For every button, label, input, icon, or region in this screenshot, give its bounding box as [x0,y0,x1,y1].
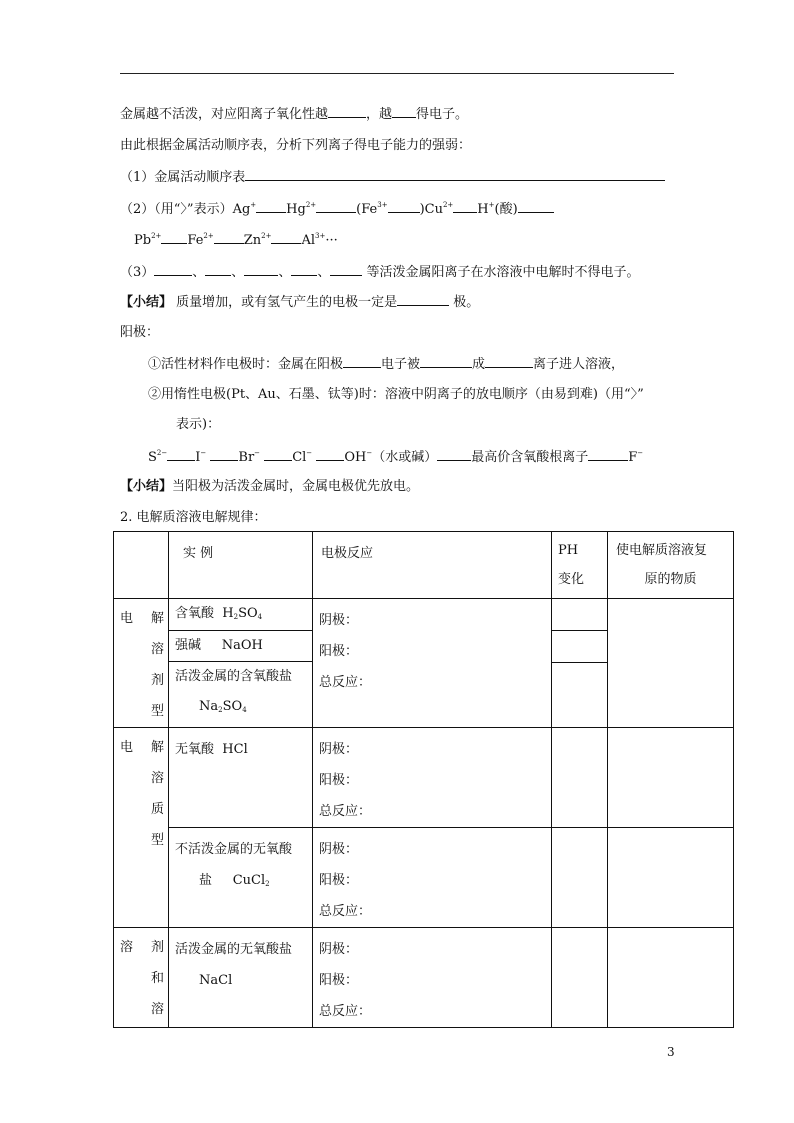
ph-cell[interactable] [552,928,608,1028]
electrode-cell [313,599,552,728]
total-label: 总反应： [319,675,372,690]
text: )Cu [419,202,443,217]
fill-blank[interactable] [264,447,292,461]
fill-blank[interactable] [244,262,278,276]
ph-subcell[interactable] [552,631,607,663]
type-text: 电解 [120,611,164,626]
formula: HCl [222,742,248,757]
ph-cell[interactable] [552,828,608,928]
text: Cl [292,450,307,465]
cathode-label: 阴极： [319,613,359,628]
fill-blank[interactable] [328,104,366,118]
formula-sub: 2 [265,880,270,888]
charge: − [366,449,373,457]
cathode-label: 阴极： [319,842,359,857]
text-line-2: 由此根据金属活动顺序表，分析下列离子得电子能力的强弱： [120,138,472,153]
fill-blank[interactable] [256,199,286,213]
fill-blank[interactable] [205,262,231,276]
text: ，越 [366,107,393,122]
page-number: 3 [667,1045,675,1059]
total-label: 总反应： [319,804,372,819]
fill-blank[interactable] [245,167,665,181]
text: ··· [325,233,338,248]
text: 、 [278,265,292,280]
text: （1）金属活动顺序表 [120,170,246,185]
text: F [628,450,638,465]
text: Pb [134,233,152,248]
cathode-label: 阴极： [319,742,359,757]
text-line-4 [120,199,554,219]
example-label: 强碱 [175,637,202,653]
text-line-6 [120,262,640,282]
fill-blank[interactable] [214,230,244,244]
anode-label: 阳极： [319,773,359,788]
formula: CuCl [232,873,266,888]
text-line-5 [134,230,338,250]
text: Al [301,233,316,248]
text: 金属越不活泼，对应阳离子氧化性越 [120,107,329,122]
text: OH [344,450,367,465]
text: 最高价含氧酸根离子 [471,450,589,465]
fill-blank[interactable] [518,199,554,213]
electrode-cell [313,728,552,828]
header-example: 实 例 [169,532,313,599]
example-label: 无氧酸 [175,742,215,757]
charge: − [200,449,207,457]
text: （水或碱） [372,450,438,465]
fill-blank[interactable] [167,447,195,461]
text: Br [238,450,255,465]
formula: Na [199,699,219,715]
section-heading: 2. 电解质溶液电解规律： [120,510,267,525]
formula: H [222,606,234,621]
charge: + [488,201,495,209]
fill-blank[interactable] [161,230,187,244]
formula: NaOH [221,637,263,653]
fill-blank[interactable] [316,199,356,213]
text: 等活泼金属阳离子在水溶液中电解时不得电子。 [366,265,640,280]
fill-blank[interactable] [388,199,420,213]
text-line-8: 阳极： [120,325,160,340]
charge: + [250,201,257,209]
total-label: 总反应： [319,1004,372,1019]
text: （3） [120,265,155,280]
text: 离子进人溶液， [533,357,625,372]
total-label: 总反应： [319,904,372,919]
charge: 2+ [151,232,162,240]
text-line-9 [148,354,624,374]
text: Hg [286,202,306,217]
type-text: 溶 [150,642,164,657]
text-line-13 [120,478,419,496]
fill-blank[interactable] [316,447,344,461]
charge: − [254,449,261,457]
electrolysis-table [113,531,734,1028]
type-text: 剂 [150,673,164,688]
example-cell [169,630,313,662]
fill-blank[interactable] [588,447,628,461]
type-cell-solvent [114,599,169,728]
text-line-12 [148,447,643,467]
type-text: 型 [150,833,164,848]
fill-blank[interactable] [453,199,477,213]
header-restore-line2: 原的物质 [644,572,697,587]
formula: SO [222,699,243,715]
header-type-cell [114,532,169,599]
charge: 3+ [315,232,326,240]
text: 、 [192,265,206,280]
type-text: 溶 [150,771,164,786]
text: (Fe [356,202,378,217]
table-row [114,599,734,631]
text-line-11: 表示)： [176,417,221,432]
text: (酸) [494,202,518,217]
formula: NaCl [199,973,233,988]
text: 、 [317,265,331,280]
fill-blank[interactable] [210,447,238,461]
text: 、 [231,265,245,280]
example-cell [169,928,313,1028]
text: 极。 [449,295,480,310]
charge: − [306,449,313,457]
text: ①活性材料作电极时：金属在阳极 [148,357,344,372]
charge: 2− [156,449,168,457]
ph-cell [552,599,608,728]
formula-sub: 4 [257,613,263,621]
fill-blank[interactable] [330,262,362,276]
type-text: 溶 [150,1002,164,1017]
example-label: 活泼金属的无氧酸盐 [175,942,293,957]
fill-blank[interactable] [291,262,317,276]
text: （2）（用“〉”表示）Ag [120,202,251,217]
anode-label: 阳极： [319,973,359,988]
type-cell-solute [114,728,169,928]
header-restore-line1: 使电解质溶液复 [616,543,708,558]
type-text: 型 [150,704,164,719]
formula-line [175,865,306,896]
table-row [114,928,734,1028]
charge: 2+ [203,232,214,240]
table-row [114,728,734,828]
text: 当阳极为活泼金属时，金属电极优先放电。 [172,479,420,494]
type-cell-solvent-solute [114,928,169,1028]
text: S [148,450,157,465]
restore-cell[interactable] [608,599,734,728]
header-rule [120,73,674,74]
text: 电子被 [381,357,421,372]
text: H [477,202,489,217]
text-line-3 [120,167,665,187]
anode-label: 阳极： [319,644,359,659]
text: Zn [243,233,262,248]
header-ph-line2: 变化 [558,572,585,587]
fill-blank[interactable] [420,354,472,368]
formula-sub: 2 [233,613,239,621]
example-cell [169,728,313,828]
type-text: 电解 [120,740,164,755]
charge: − [637,449,644,457]
fill-blank[interactable] [343,354,381,368]
example-label: 含氧酸 [175,606,215,621]
fill-blank[interactable] [437,447,471,461]
text: 得电子。 [416,107,469,122]
ph-subcell[interactable] [552,599,607,631]
table-row [114,828,734,928]
formula-line [175,692,306,722]
charge: 2+ [442,201,454,209]
charge: 2+ [305,201,317,209]
header-restore [608,532,734,599]
fill-blank[interactable] [154,262,192,276]
text: 质量增加，或有氢气产生的电极一定是 [172,295,398,310]
example-cell [169,662,313,728]
header-ph [552,532,608,599]
type-text: 溶剂 [120,940,164,955]
text-line-10: ②用惰性电极(Pt、Au、石墨、钛等)时：溶液中阴离子的放电顺序（由易到难)（用“〉” [148,387,644,402]
electrode-cell [313,928,552,1028]
text: Fe [187,233,204,248]
fill-blank[interactable] [485,354,533,368]
text: 成 [472,357,486,372]
type-text: 质 [150,802,164,817]
formula-sub: 2 [218,706,223,715]
fill-blank[interactable] [392,104,416,118]
charge: 2+ [261,232,272,240]
electrode-cell [313,828,552,928]
type-text: 和 [150,971,164,986]
formula: SO [238,606,258,621]
cathode-label: 阴极： [319,942,359,957]
restore-cell[interactable] [608,728,734,828]
anode-label: 阳极： [319,873,359,888]
text-line-1 [120,104,468,124]
fill-blank[interactable] [397,292,449,306]
restore-cell[interactable] [608,828,734,928]
example-label: 盐 [199,873,213,888]
summary-label: 【小结】 [120,479,173,494]
example-cell [169,828,313,928]
formula-sub: 4 [242,706,247,715]
restore-cell[interactable] [608,928,734,1028]
charge: 3+ [377,201,388,209]
ph-cell[interactable] [552,728,608,828]
example-label: 不活泼金属的无氧酸 [175,842,293,857]
header-ph-line1: PH [558,543,579,558]
header-electrode: 电极反应 [313,532,552,599]
text-line-7 [120,292,479,312]
table-header-row [114,532,734,599]
text: I [195,450,201,465]
summary-label: 【小结】 [120,295,173,310]
example-cell [169,599,313,631]
fill-blank[interactable] [271,230,301,244]
example-label: 活泼金属的含氧酸盐 [175,669,293,685]
